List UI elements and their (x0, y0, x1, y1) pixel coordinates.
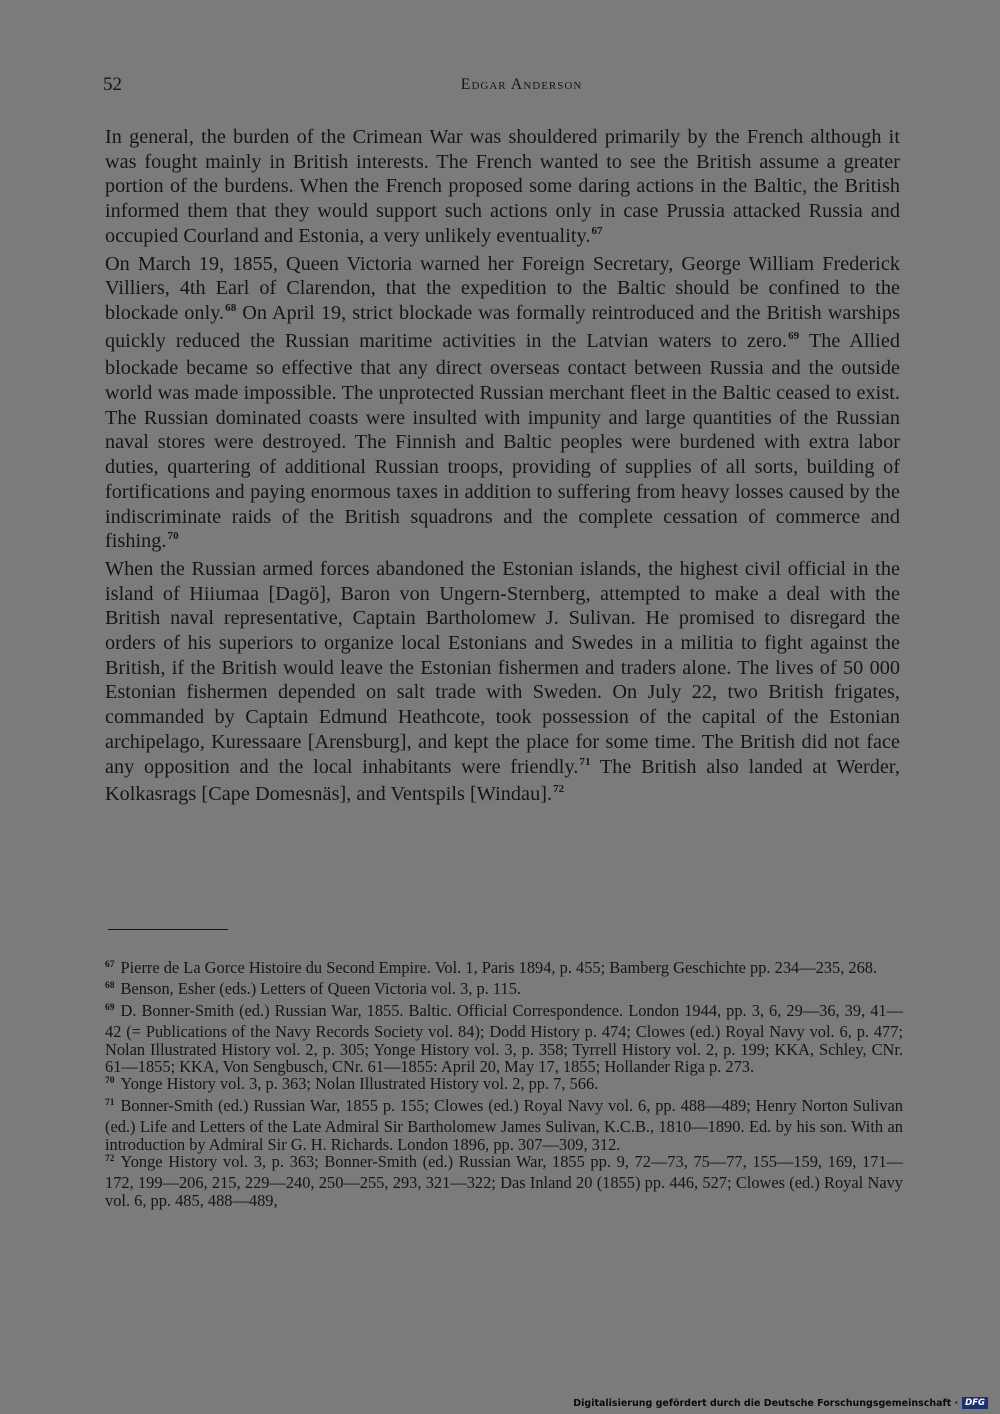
footnote-number: 67 (105, 960, 115, 970)
footnote-number: 68 (105, 981, 115, 992)
footnote-number: 69 (105, 1002, 115, 1013)
footnotes (105, 959, 903, 1209)
footnote-number: 72 (105, 1154, 115, 1165)
footnote-text: Yonge History vol. 3, p. 363; Bonner-Smith (ed.) Russian War, 1855 pp. 9, 72—73, 75—77, 155—159, 169, 171—172, 199—206, 215, 229—240, 250—255, 293, 321—322; Das Inland 20 (1855) pp. 446, 527; Clowes (ed.) Royal Navy vol. 6, pp. 485, 488—489, (105, 1152, 903, 1210)
dfg-logo-icon: DFG (962, 1397, 988, 1409)
footnote-ref[interactable]: 71 (579, 755, 591, 768)
paragraph (105, 557, 900, 810)
footnote-number: 71 (105, 1097, 115, 1108)
footnote-ref[interactable]: 69 (788, 329, 800, 342)
page-number: 52 (103, 74, 122, 95)
digitization-credit (573, 1396, 988, 1410)
footnote (105, 1153, 903, 1209)
credit-text: Digitalisierung gefördert durch die Deutsche Forschungsgemeinschaft · (573, 1397, 959, 1409)
paragraph-text: On April 19, strict blockade was formally reintroduced and the British warships quickly reduced the Russian maritime activities in the Latvian waters to zero. (105, 301, 900, 352)
paragraph (105, 252, 900, 557)
footnote-text: Pierre de La Gorce Histoire du Second Empire. Vol. 1, Paris 1894, p. 455; Bamberg Geschichte pp. 234—235, 268. (120, 958, 878, 977)
paragraph-text: The Allied blockade became so effective that any direct overseas contact between Russia and the outside world was made impossible. The unprotected Russian merchant fleet in the Baltic ceased to exist. The Russian dominated coasts were insulted with impunity and large quantities of the Russian naval stores were destroyed. The Finnish and Baltic peoples were burdened with extra labor duties, quartering of additional Russian troops, providing of supplies of all sorts, building of fortifications and paying enormous taxes in addition to suffering from heavy losses caused by the indiscriminate raids of the British squadrons and the complete cessation of commerce and fishing. (105, 329, 900, 553)
footnote-number: 70 (105, 1076, 115, 1087)
footnote (105, 1097, 903, 1153)
footnote-text: Yonge History vol. 3, p. 363; Nolan Illustrated History vol. 2, pp. 7, 566. (120, 1074, 599, 1094)
footnote-ref[interactable]: 72 (553, 783, 565, 796)
footnote-ref[interactable]: 68 (225, 301, 237, 314)
page-header (103, 74, 900, 98)
footnote-text: Bonner-Smith (ed.) Russian War, 1855 p. 155; Clowes (ed.) Royal Navy vol. 6, pp. 488—489; Henry Norton Sulivan (ed.) Life and Letters of the Late Admiral Sir Bartholomew James Sulivan, K.C.B., 1810—1890. Ed. by his son. With an introduction by Admiral Sir G. H. Richards. London 1896, pp. 307—309, 312. (105, 1095, 903, 1154)
footnote (105, 1075, 903, 1096)
body-text (105, 125, 900, 810)
running-head: Edgar Anderson (460, 76, 583, 93)
footnote (105, 980, 903, 1001)
footnote-text: Benson, Esher (eds.) Letters of Queen Victoria vol. 3, p. 115. (120, 979, 521, 999)
paragraph-text: On March 19, 1855, Queen Victoria warned her Foreign Secretary, George William Frederick Villiers, 4th Earl of Clarendon, that the expedition to the Baltic should be confined to the blockade only. (105, 252, 900, 324)
footnote-text: D. Bonner-Smith (ed.) Russian War, 1855. Baltic. Official Correspondence. London 1944, pp. 3, 6, 29—36, 39, 41—42 (= Publications of the Navy Records Society vol. 84); Dodd History p. 474; Clowes (ed.) Royal Navy vol. 6, p. 477; Nolan Illustrated History vol. 2, p. 305; Yonge History vol. 3, p. 358; Tyrrell History vol. 2, p. 199; KKA, Schley, CNr. 61—1855; KKA, Von Sengbusch, CNr. 61—1855: April 20, May 17, 1855; Hollander Riga p. 273. (105, 1000, 903, 1077)
footnote-ref[interactable]: 70 (167, 530, 179, 543)
footnote (105, 1002, 903, 1076)
paragraph (105, 125, 900, 252)
footnote-divider (108, 929, 228, 930)
footnote-ref[interactable]: 67 (591, 224, 603, 237)
footnote (105, 959, 903, 980)
paragraph-text: The British also landed at Werder, Kolkasrags [Cape Domesnäs], and Ventspils [Windau]. (105, 755, 900, 806)
paragraph-text: In general, the burden of the Crimean War was shouldered primarily by the French although it was fought mainly in British interests. The French wanted to see the British assume a greater portion of the burdens. When the French proposed some daring actions in the Baltic, the British informed them that they would support such actions only in case Prussia attacked Russia and occupied Courland and Estonia, a very unlikely eventuality. (105, 126, 900, 247)
paragraph-text: When the Russian armed forces abandoned the Estonian islands, the highest civil official in the island of Hiiumaa [Dagö], Baron von Ungern-Sternberg, attempted to make a deal with the British naval representative, Captain Bartholomew J. Sulivan. He promised to disregard the orders of his superiors to organize local Estonians and Swedes in a militia to fight against the British, if the British would leave the Estonian fishermen and traders alone. The lives of 50 000 Estonian fishermen depended on salt trade with Sweden. On July 22, two British frigates, commanded by Captain Edmund Heathcote, took possession of the capital of the Estonian archipelago, Kuressaare [Arensburg], and kept the place for some time. The British did not face any opposition and the local inhabitants were friendly. (105, 557, 900, 778)
